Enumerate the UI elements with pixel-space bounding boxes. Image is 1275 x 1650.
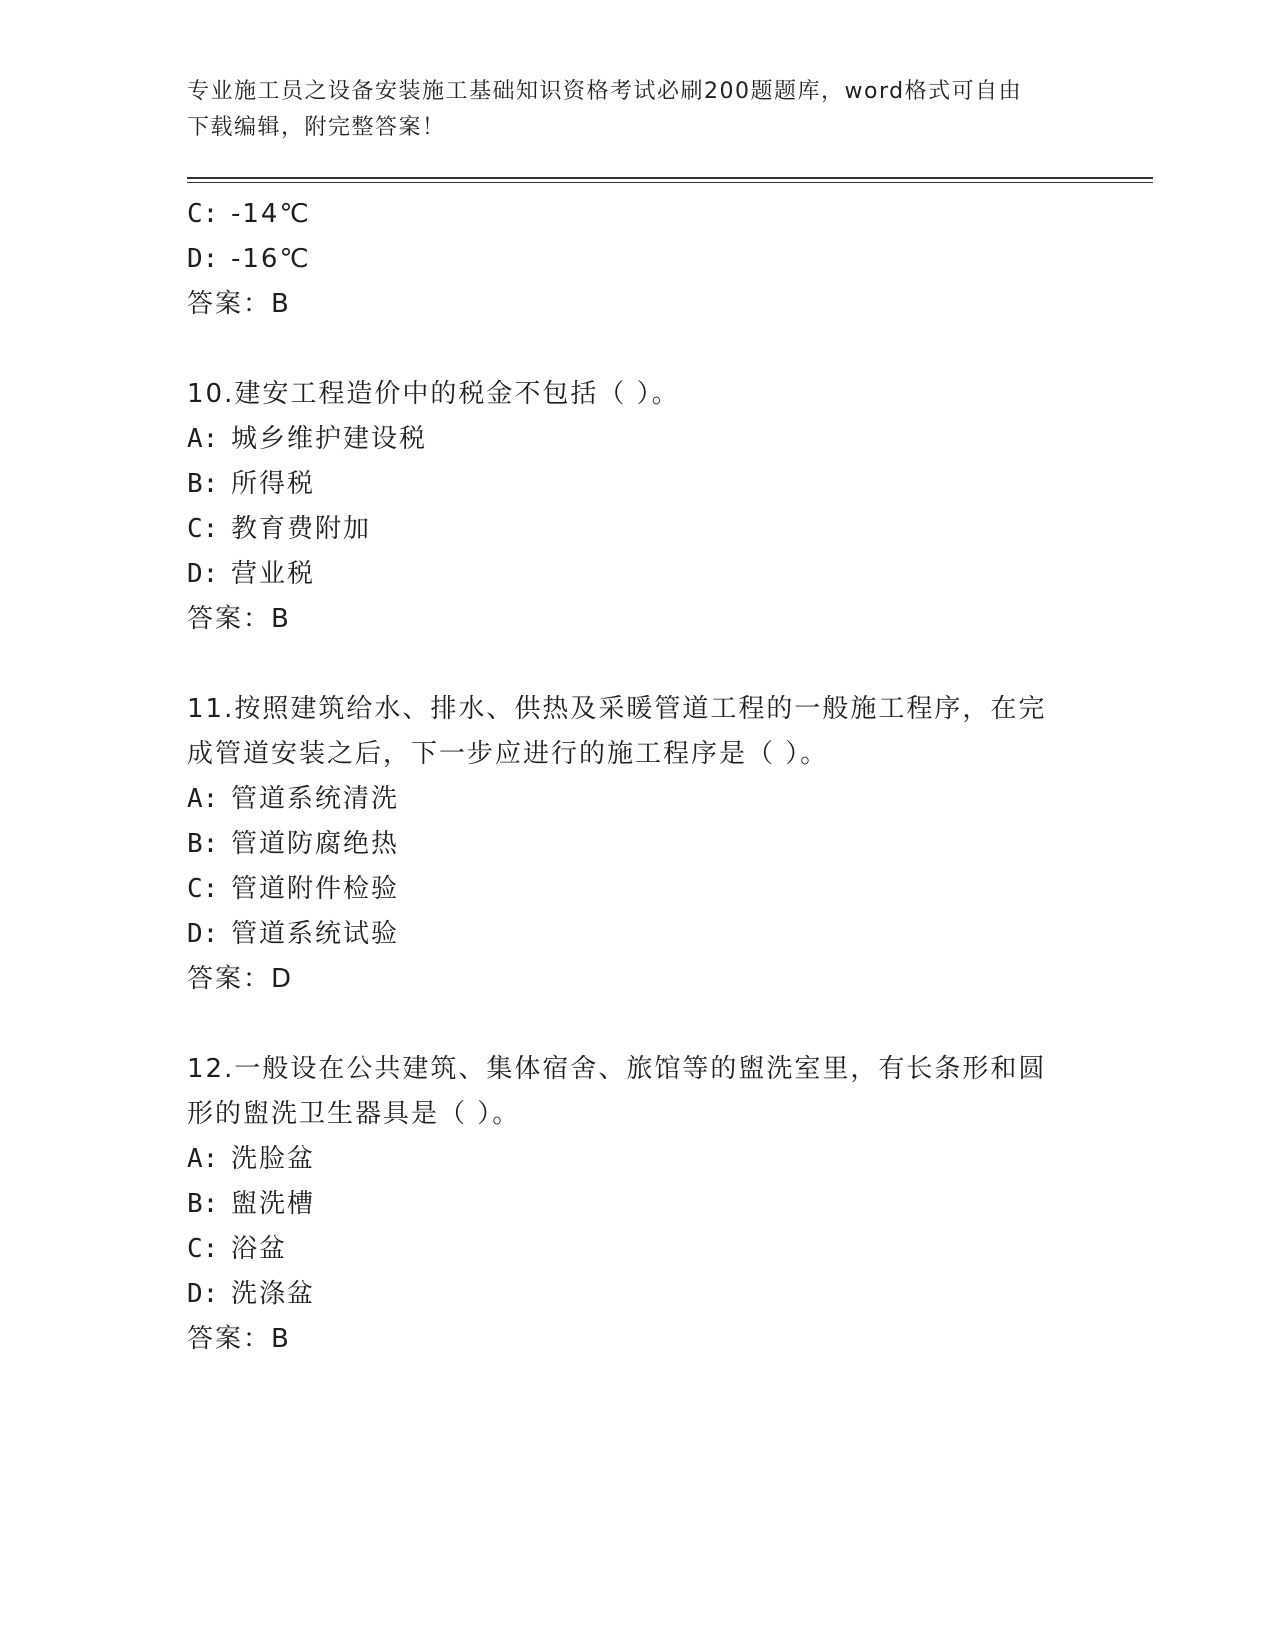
q10-stem: 10.建安工程造价中的税金不包括（ ）。 bbox=[187, 379, 680, 409]
option-label: A: bbox=[187, 424, 219, 454]
option-label: C: bbox=[187, 514, 219, 544]
option-text: 教育费附加 bbox=[231, 514, 372, 544]
option-label: D: bbox=[187, 1279, 219, 1309]
option-label: C: bbox=[187, 874, 219, 904]
q11-stem-line-2: 成管道安装之后，下一步应进行的施工程序是（ ）。 bbox=[187, 739, 829, 769]
option-label: B: bbox=[187, 829, 219, 859]
option-text: 管道防腐绝热 bbox=[231, 829, 400, 859]
option-text: 管道系统试验 bbox=[231, 919, 400, 949]
q11-stem-line-1: 11.按照建筑给水、排水、供热及采暖管道工程的一般施工程序，在完 bbox=[187, 694, 1047, 724]
q12-option-b bbox=[187, 1186, 315, 1222]
option-label: D: bbox=[187, 919, 219, 949]
q10-answer: 答案：B bbox=[187, 604, 291, 634]
q9-option-d bbox=[187, 241, 311, 277]
option-label: B: bbox=[187, 1189, 219, 1219]
option-text: 洗涤盆 bbox=[231, 1279, 316, 1309]
option-text: 营业税 bbox=[231, 559, 316, 589]
option-label: C: bbox=[187, 1234, 219, 1264]
q9-option-c bbox=[187, 196, 311, 232]
q10-option-a bbox=[187, 421, 427, 457]
option-label: A: bbox=[187, 1144, 219, 1174]
option-label: A: bbox=[187, 784, 219, 814]
option-text: 管道系统清洗 bbox=[231, 784, 400, 814]
q10-option-d bbox=[187, 556, 315, 592]
header-line-1: 专业施工员之设备安装施工基础知识资格考试必刷200题题库，word格式可自由 bbox=[187, 79, 1023, 104]
header-divider-thin bbox=[187, 182, 1153, 183]
document-header bbox=[187, 74, 1087, 146]
option-text: 盥洗槽 bbox=[231, 1189, 316, 1219]
q12-answer: 答案：B bbox=[187, 1324, 291, 1354]
q12-stem-line-2: 形的盥洗卫生器具是（ ）。 bbox=[187, 1099, 521, 1129]
q11-option-a bbox=[187, 781, 399, 817]
option-text: -16℃ bbox=[231, 244, 311, 274]
q10-option-c bbox=[187, 511, 371, 547]
q12-option-c bbox=[187, 1231, 287, 1267]
q11-option-d bbox=[187, 916, 399, 952]
q12-stem-line-1: 12.一般设在公共建筑、集体宿舍、旅馆等的盥洗室里，有长条形和圆 bbox=[187, 1054, 1047, 1084]
option-text: 所得税 bbox=[231, 469, 316, 499]
q11-option-b bbox=[187, 826, 399, 862]
option-label: C: bbox=[187, 199, 219, 229]
option-text: 浴盆 bbox=[231, 1234, 288, 1264]
q12-option-d bbox=[187, 1276, 315, 1312]
option-text: 城乡维护建设税 bbox=[231, 424, 428, 454]
option-text: -14℃ bbox=[231, 199, 311, 229]
q11-answer: 答案：D bbox=[187, 964, 294, 994]
q10-option-b bbox=[187, 466, 315, 502]
option-label: D: bbox=[187, 559, 219, 589]
q11-option-c bbox=[187, 871, 399, 907]
q12-option-a bbox=[187, 1141, 315, 1177]
option-text: 管道附件检验 bbox=[231, 874, 400, 904]
q9-answer: 答案：B bbox=[187, 289, 291, 319]
header-divider-thick bbox=[187, 177, 1153, 179]
option-label: D: bbox=[187, 244, 219, 274]
option-text: 洗脸盆 bbox=[231, 1144, 316, 1174]
option-label: B: bbox=[187, 469, 219, 499]
header-line-2: 下载编辑，附完整答案！ bbox=[187, 115, 446, 140]
